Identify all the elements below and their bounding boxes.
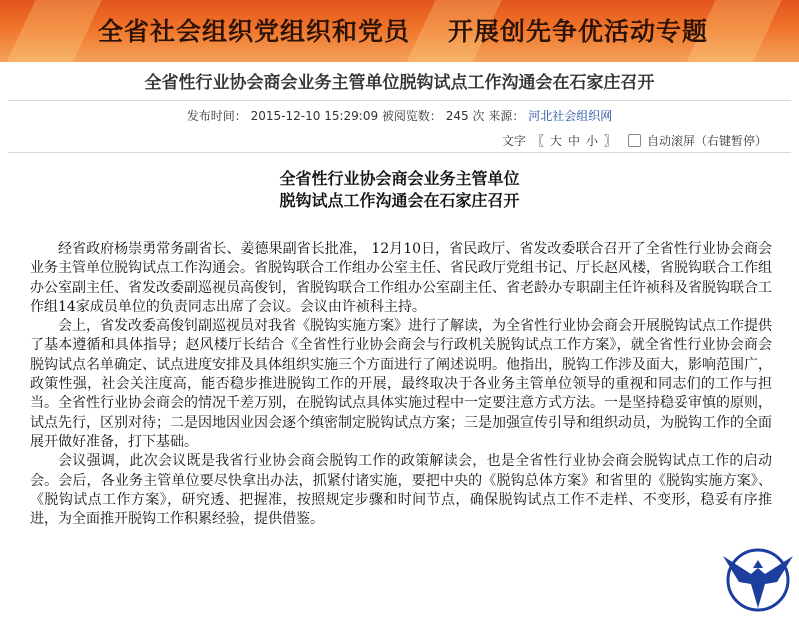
publish-time: 2015-12-10 15:29:09 [250, 109, 379, 123]
source-label: 来源： [488, 109, 525, 123]
banner-title [98, 12, 708, 48]
article-title [0, 168, 799, 212]
article-body [30, 240, 772, 529]
article-title-line2: 脱钩试点工作沟通会在石家庄召开 [279, 191, 520, 210]
views-unit: 次 [472, 109, 485, 123]
font-size-label: 文字 [501, 134, 526, 148]
banner-title-right: 开展创先争优活动专题 [448, 17, 709, 46]
reading-tools [502, 132, 767, 149]
article-paragraph: 会上，省发改委高俊钊副巡视员对我省《脱钩实施方案》进行了解读，为全省性行业协会商会开展脱钩试点工作提供了基本遵循和具体指导；赵风楼厅长结合《全省性行业协会商会与行政机关脱钩试点工作方案》，就全省性行业协会商会脱钩试点名单确定、试点进度安排及具体组织实施三个方面进行了阐述说明。他指出，脱钩工作涉及面大，影响范围广，政策性强，社会关注度高，能否稳步推进脱钩工作的开展，最终取决于各业务主管单位领导的重视和同志们的工作与担当。全省性行业协会商会的情况千差万别，在脱钩试点具体实施过程中一定要注意方式方法。一是坚持稳妥审慎的原则，试点先行，区别对待；二是因地因业因会逐个缜密制定脱钩试点方案；三是加强宣传引导和组织动员，为脱钩工作的全面展开做好准备，打下基础。 [30, 318, 772, 450]
article-paragraph: 经省政府杨崇勇常务副省长、姜德果副省长批准， 12月10日，省民政厅、省发改委联合召开了全省性行业协会商会业务主管单位脱钩试点工作沟通会。省脱钩联合工作组办公室主任、省民政厅党组书记、厅长赵风楼，省脱钩联合工作组办公室副主任、省发改委副巡视员高俊钊，省脱钩联合工作组办公室副主任、省老龄办专职副主任许祯科及省脱钩联合工作组14家成员单位的负责同志出席了会议。会议由许祯科主持。 [30, 241, 772, 315]
article-meta [0, 107, 799, 124]
views-label: 被阅览数： [381, 109, 442, 123]
bracket-close: 〗 [603, 134, 616, 148]
autoscroll-label: 自动滚屏（右键暂停） [646, 134, 767, 148]
views-count: 245 [445, 109, 469, 123]
font-size-small-button[interactable]: 小 [585, 134, 598, 148]
article-title-line1: 全省性行业协会商会业务主管单位 [279, 169, 520, 188]
divider [8, 100, 791, 101]
page-headline: 全省性行业协会商会业务主管单位脱钩试点工作沟通会在石家庄召开 [144, 73, 655, 93]
bracket-open: 〖 [531, 134, 544, 148]
autoscroll-checkbox[interactable] [628, 134, 641, 147]
source-link[interactable]: 河北社会组织网 [528, 109, 613, 123]
publish-label: 发布时间： [186, 109, 247, 123]
font-size-medium-button[interactable]: 中 [567, 134, 580, 148]
page-banner [0, 0, 799, 62]
divider [8, 152, 791, 153]
banner-title-left: 全省社会组织党组织和党员 [98, 17, 411, 46]
font-size-large-button[interactable]: 大 [549, 134, 562, 148]
article-paragraph: 会议强调，此次会议既是我省行业协会商会脱钩工作的政策解读会，也是全省性行业协会商会脱钩试点工作的启动会。会后，各业务主管单位要尽快拿出办法，抓紧付诸实施，要把中央的《脱钩总体方案》和省里的《脱钩实施方案》、《脱钩试点工作方案》，研究透、把握准，按照规定步骤和时间节点，确保脱钩试点工作不走样、不变形，稳妥有序推进，为全面推开脱钩工作积累经验，提供借鉴。 [30, 453, 772, 528]
eagle-emblem-icon [717, 538, 799, 620]
banner-ray [0, 0, 111, 62]
